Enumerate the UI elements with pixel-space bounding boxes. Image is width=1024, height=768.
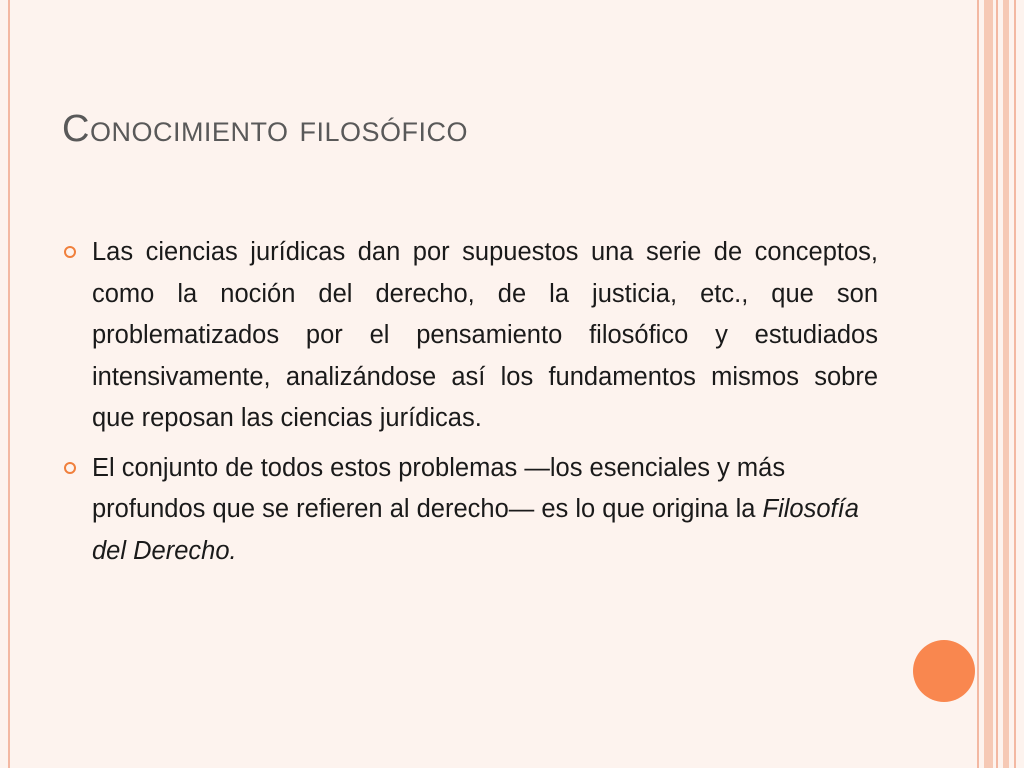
slide-title: Conocimiento filosófico: [62, 108, 469, 150]
right-stripe-1: [977, 0, 979, 768]
right-stripe-4: [1003, 0, 1009, 768]
left-border-line: [8, 0, 10, 768]
right-stripe-2: [984, 0, 993, 768]
bullet-item-1: [62, 232, 878, 440]
right-stripe-3: [996, 0, 998, 768]
hollow-circle-bullet-icon: [64, 246, 76, 258]
bullet-list: [62, 232, 878, 580]
orange-circle-decoration: [913, 640, 975, 702]
right-stripe-5: [1014, 0, 1016, 768]
bullet-text-2-italic: Filosofía del Derecho.: [92, 495, 859, 565]
bullet-item-2: [62, 448, 878, 573]
hollow-circle-bullet-icon: [64, 462, 76, 474]
bullet-text-1: Las ciencias jurídicas dan por supuestos una serie de conceptos, como la noción del derecho, de la justicia, etc., que son problematizados por el pensamiento filosófico y estudiados intensivamente, analizándose así los fundamentos mismos sobre que reposan las ciencias jurídicas.: [92, 238, 878, 432]
bullet-text-2: El conjunto de todos estos problemas —los esenciales y más profundos que se refieren al derecho— es lo que origina la: [92, 453, 786, 523]
